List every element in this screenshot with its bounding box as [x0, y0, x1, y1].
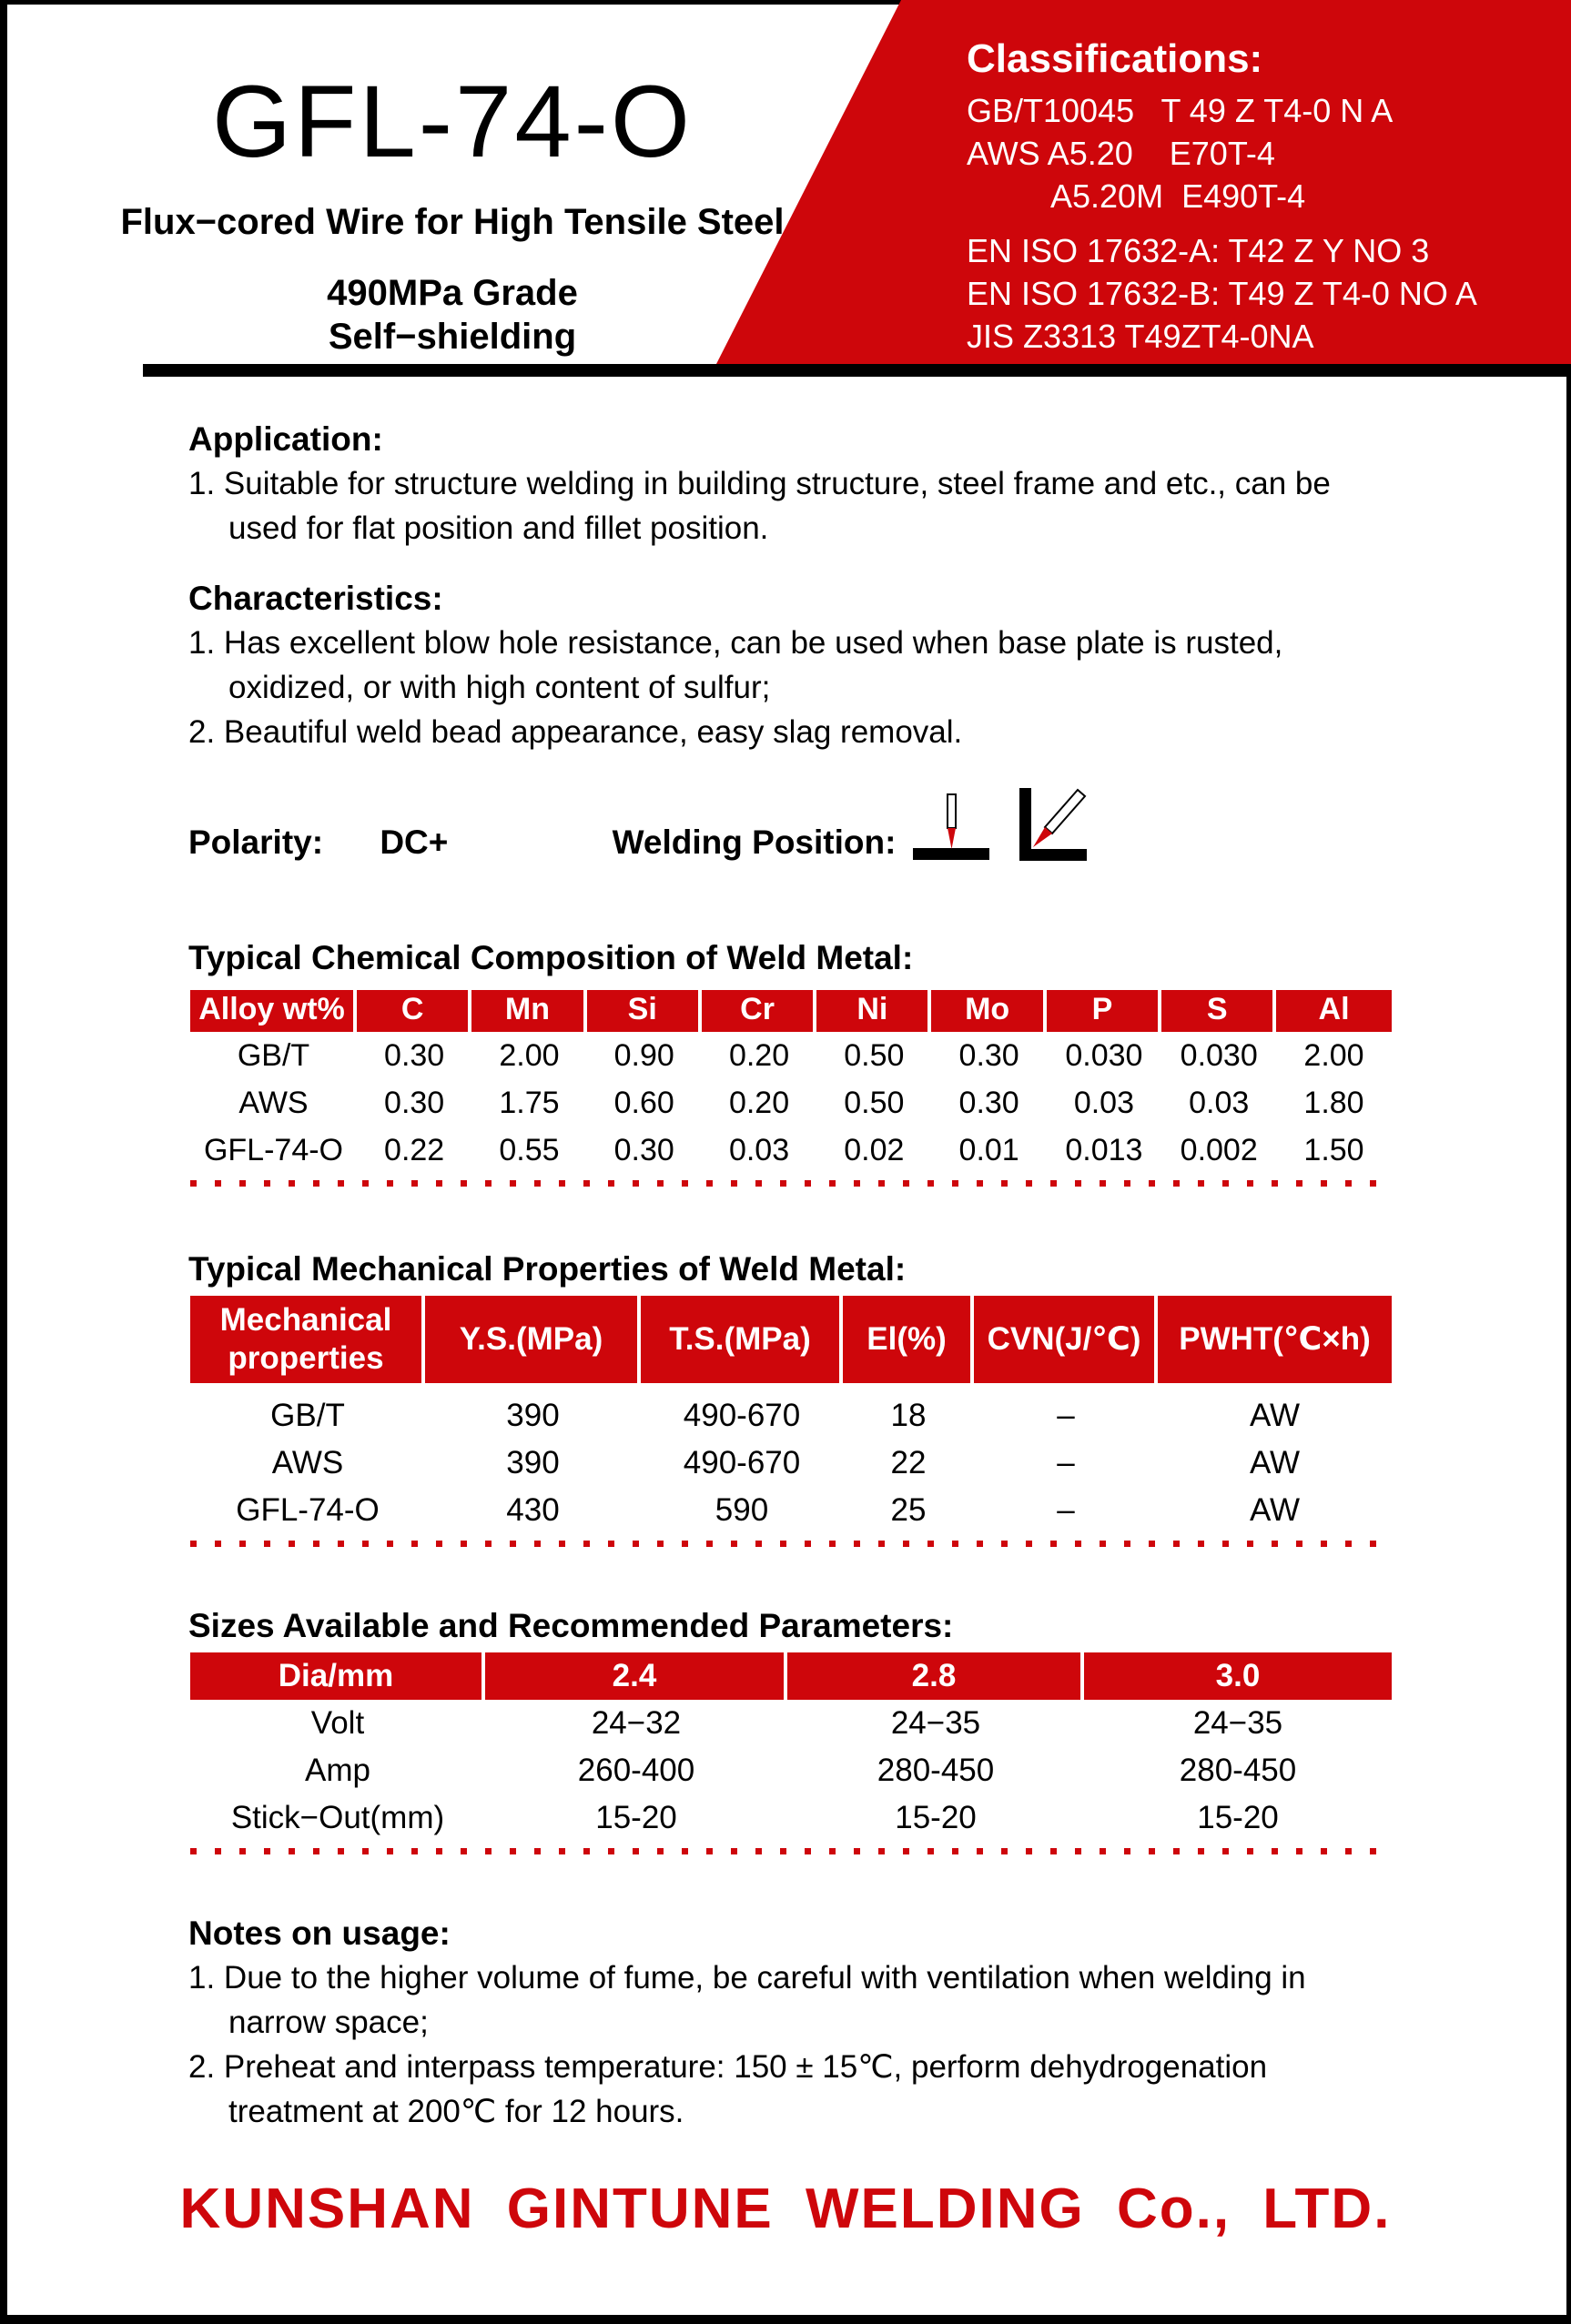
header-cell: PWHT(℃×h) — [1179, 1321, 1371, 1357]
table-header-row — [190, 990, 1392, 1032]
header-cell: Si — [587, 990, 702, 1032]
cell: 0.01 — [958, 1133, 1019, 1167]
header-cell: P — [1047, 990, 1161, 1032]
cell: 22 — [890, 1445, 927, 1480]
table-row — [190, 1700, 1392, 1747]
characteristics-item: 1. Has excellent blow hole resistance, can be used when base plate is rusted, — [188, 625, 1283, 661]
table-row — [190, 1079, 1392, 1127]
cell: 0.30 — [613, 1133, 674, 1167]
page-bottom-bar — [0, 2315, 1571, 2324]
sizes-parameters-section — [188, 1603, 1392, 1854]
chemical-heading: Typical Chemical Composition of Weld Metal: — [188, 939, 914, 976]
sizes-heading: Sizes Available and Recommended Parameters: — [188, 1607, 954, 1644]
cell: 490-670 — [683, 1398, 801, 1433]
mechanical-properties-section — [188, 1247, 1392, 1547]
table-header-row — [190, 1652, 1392, 1700]
header-cell: Ni — [816, 990, 931, 1032]
notes-item-continued: treatment at 200℃ for 12 hours. — [228, 2094, 684, 2129]
section-dotted-divider — [190, 1180, 1392, 1187]
header-divider-bar — [143, 364, 1571, 377]
cell: 2.00 — [1303, 1038, 1364, 1073]
table-row — [190, 1747, 1392, 1794]
table-row — [190, 1440, 1392, 1487]
table-header-row — [190, 1296, 1392, 1383]
cell: AWS — [271, 1445, 344, 1480]
grade-line: 490MPa Grade — [327, 273, 578, 313]
cell: 0.30 — [958, 1086, 1019, 1120]
notes-item: 1. Due to the higher volume of fume, be careful with ventilation when welding in — [188, 1960, 1306, 1996]
characteristics-section — [188, 576, 1282, 754]
cell: 24−35 — [1192, 1705, 1283, 1741]
characteristics-item-continued: oxidized, or with high content of sulfur; — [228, 670, 771, 705]
notes-section — [188, 1911, 1306, 2134]
fillet-position-icon — [1018, 788, 1089, 867]
cell: 25 — [890, 1492, 927, 1528]
header-cell: 2.8 — [787, 1652, 1084, 1700]
header-cell: T.S.(MPa) — [641, 1296, 843, 1383]
table-row — [190, 1794, 1392, 1842]
polarity-row — [188, 824, 896, 862]
header-cell: 3.0 — [1215, 1658, 1261, 1693]
characteristics-item: 2. Beautiful weld bead appearance, easy slag removal. — [188, 714, 963, 750]
product-grade — [127, 271, 777, 359]
cell: 590 — [715, 1492, 769, 1528]
cell: – — [1057, 1492, 1075, 1528]
header-cell: Mn — [471, 990, 586, 1032]
classification-line: A5.20M E490T-4 — [1050, 177, 1306, 215]
cell: Stick−Out(mm) — [230, 1800, 445, 1835]
cell: 0.90 — [613, 1038, 674, 1073]
cell: 0.030 — [1180, 1038, 1258, 1073]
application-item: 1. Suitable for structure welding in building structure, steel frame and etc., can be — [188, 466, 1331, 501]
chemical-composition-section — [188, 935, 1392, 1187]
cell: 0.30 — [384, 1086, 445, 1120]
cell: AW — [1249, 1492, 1301, 1528]
notes-item: 2. Preheat and interpass temperature: 150 ± 15℃, perform dehydrogenation — [188, 2049, 1268, 2085]
table-row — [190, 1127, 1392, 1174]
cell: 0.030 — [1065, 1038, 1143, 1073]
classification-line: JIS Z3313 T49ZT4-0NA — [967, 318, 1314, 355]
polarity-value: DC+ — [380, 824, 449, 861]
classification-line: AWS A5.20 E70T-4 — [967, 135, 1275, 172]
mechanical-properties-table — [190, 1296, 1392, 1547]
cell: 24−32 — [591, 1705, 682, 1741]
shielding-line: Self−shielding — [328, 317, 577, 357]
header-cell: El(%) — [843, 1296, 974, 1383]
cell: 0.50 — [844, 1086, 905, 1120]
header-cell: Al — [1318, 992, 1350, 1026]
cell: 2.00 — [499, 1038, 560, 1073]
sizes-parameters-table — [190, 1652, 1392, 1854]
table-row — [190, 1032, 1392, 1079]
notes-item-continued: narrow space; — [228, 2005, 429, 2040]
application-heading: Application: — [188, 420, 383, 458]
cell: AW — [1249, 1398, 1301, 1433]
cell: 1.80 — [1303, 1086, 1364, 1120]
header-cell: S — [1161, 990, 1276, 1032]
cell: 0.03 — [728, 1133, 790, 1167]
header-cell: Y.S.(MPa) — [425, 1296, 641, 1383]
cell: 15-20 — [895, 1800, 977, 1835]
cell: Volt — [310, 1705, 365, 1741]
cell: 0.20 — [728, 1038, 790, 1073]
cell: 280-450 — [877, 1753, 995, 1788]
cell: 390 — [506, 1398, 560, 1433]
header-cell: Alloy wt% — [190, 990, 357, 1032]
table-row — [190, 1392, 1392, 1440]
header-cell: Mechanical properties — [190, 1296, 425, 1383]
cell: 0.22 — [384, 1133, 445, 1167]
chemical-composition-table — [190, 990, 1392, 1187]
cell: 390 — [506, 1445, 560, 1480]
cell: 0.03 — [1073, 1086, 1135, 1120]
cell: 0.60 — [613, 1086, 674, 1120]
classifications-title: Classifications: — [967, 36, 1263, 81]
cell: GFL-74-O — [203, 1133, 344, 1167]
classifications-block — [967, 35, 1477, 358]
notes-heading: Notes on usage: — [188, 1915, 451, 1952]
characteristics-heading: Characteristics: — [188, 580, 443, 617]
header-cell: Cr — [702, 990, 816, 1032]
cell: 24−35 — [890, 1705, 981, 1741]
cell: 0.20 — [728, 1086, 790, 1120]
flat-position-icon — [911, 793, 991, 865]
cell: 0.30 — [384, 1038, 445, 1073]
cell: 0.55 — [499, 1133, 560, 1167]
polarity-label: Polarity: — [188, 824, 324, 861]
classification-line: EN ISO 17632-A: T42 Z Y NO 3 — [967, 232, 1430, 269]
header-cell: Mo — [931, 990, 1046, 1032]
application-item-continued: used for flat position and fillet position. — [228, 510, 769, 546]
table-row — [190, 1487, 1392, 1534]
cell: 0.013 — [1065, 1133, 1143, 1167]
cell: AW — [1249, 1445, 1301, 1480]
cell: 15-20 — [1197, 1800, 1279, 1835]
section-dotted-divider — [190, 1848, 1392, 1854]
cell: 260-400 — [577, 1753, 695, 1788]
cell: 18 — [890, 1398, 927, 1433]
cell: 1.75 — [499, 1086, 560, 1120]
cell: 15-20 — [595, 1800, 677, 1835]
cell: 490-670 — [683, 1445, 801, 1480]
mechanical-heading: Typical Mechanical Properties of Weld Metal: — [188, 1250, 907, 1288]
cell: AWS — [238, 1086, 309, 1120]
product-subtitle: Flux−cored Wire for High Tensile Steel — [120, 202, 785, 242]
cell: 1.50 — [1303, 1133, 1364, 1167]
header-cell: C — [357, 990, 471, 1032]
table-body — [190, 1392, 1392, 1534]
header-cell: CVN(J/℃) — [974, 1296, 1158, 1383]
cell: 280-450 — [1179, 1753, 1297, 1788]
cell: – — [1057, 1445, 1075, 1480]
cell: GB/T — [237, 1038, 310, 1073]
classification-line: GB/T10045 T 49 Z T4-0 N A — [967, 92, 1394, 129]
cell: GFL-74-O — [236, 1492, 380, 1528]
header-cell: Dia/mm — [190, 1652, 485, 1700]
cell: – — [1057, 1398, 1075, 1433]
cell: GB/T — [270, 1398, 345, 1433]
header-cell: 2.4 — [485, 1652, 787, 1700]
section-dotted-divider — [190, 1541, 1392, 1547]
classification-line: EN ISO 17632-B: T49 Z T4-0 NO A — [967, 275, 1477, 312]
product-title: GFL-74-O — [211, 65, 694, 178]
cell: 0.02 — [844, 1133, 905, 1167]
cell: 430 — [506, 1492, 560, 1528]
cell: Amp — [305, 1753, 370, 1788]
application-section — [188, 417, 1331, 551]
cell: 0.002 — [1180, 1133, 1258, 1167]
cell: 0.50 — [844, 1038, 905, 1073]
page-border-left — [0, 0, 7, 2324]
company-name: KUNSHAN GINTUNE WELDING Co., LTD. — [179, 2177, 1392, 2240]
cell: 0.03 — [1189, 1086, 1250, 1120]
cell: 0.30 — [958, 1038, 1019, 1073]
welding-position-label: Welding Position: — [612, 824, 897, 861]
